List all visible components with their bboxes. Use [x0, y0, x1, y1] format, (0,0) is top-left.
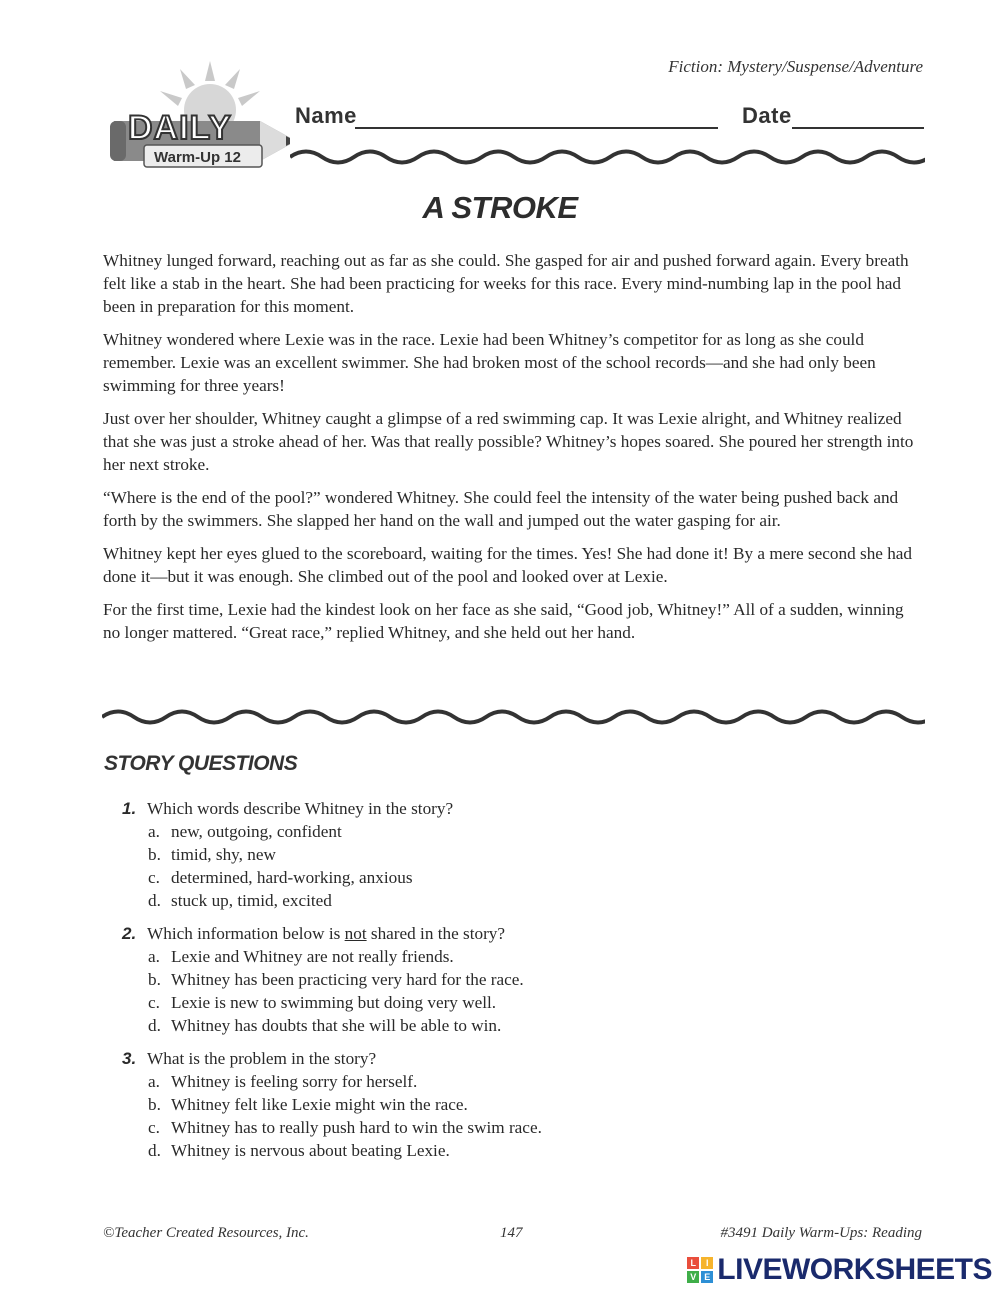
choice-text: new, outgoing, confident: [171, 822, 342, 841]
question-2: [122, 922, 922, 1037]
footer-page-number: 147: [500, 1225, 523, 1241]
answer-choice[interactable]: [122, 1070, 922, 1093]
brand-blocks-icon: [687, 1257, 713, 1283]
brand-block: V: [687, 1271, 699, 1283]
header-wave-divider: [290, 142, 925, 172]
story-paragraph: Just over her shoulder, Whitney caught a glimpse of a red swimming cap. It was Lexie alright, and Whitney realized that she was just a stroke ahead of her. Was that really possible? Whitney’s hopes soared. She poured her strength into her next stroke.: [103, 409, 914, 474]
name-label: Name: [295, 103, 357, 128]
choice-letter: b.: [148, 970, 161, 989]
question-text: Which words describe Whitney in the story?: [147, 799, 454, 818]
choice-letter: d.: [148, 891, 161, 910]
choice-letter: a.: [148, 1072, 160, 1091]
daily-warmup-logo: [100, 55, 290, 185]
logo-graphic: [100, 55, 290, 185]
choice-letter: a.: [148, 947, 160, 966]
choice-text: Lexie is new to swimming but doing very well.: [171, 993, 497, 1012]
question-3: [122, 1047, 922, 1162]
story-paragraph: Whitney kept her eyes glued to the scoreboard, waiting for the times. Yes! She had done it! By a mere second she had done it—but it was enough. She climbed out of the pool and looked over at Lexie.: [103, 544, 913, 586]
story-paragraph: Whitney lunged forward, reaching out as far as she could. She gasped for air and pushed forward again. Every breath felt like a stab in the heart. She had been practicing for weeks for this race. Every mind-numbing lap in the pool had been in preparation for this moment.: [103, 251, 909, 316]
answer-choice[interactable]: [122, 968, 922, 991]
question-text: What is the problem in the story?: [147, 1049, 377, 1068]
question-number: 1.: [122, 799, 137, 818]
question-1: [122, 797, 922, 912]
choice-text: Whitney felt like Lexie might win the race.: [171, 1095, 468, 1114]
choice-text: Whitney is nervous about beating Lexie.: [171, 1141, 450, 1160]
story-paragraph: For the first time, Lexie had the kindest look on her face as she said, “Good job, Whitney!” All of a sudden, winning no longer mattered. “Great race,” replied Whitney, and she held out her hand.: [103, 600, 904, 642]
story-paragraph: Whitney wondered where Lexie was in the race. Lexie had been Whitney’s competitor for as long as she could remember. Lexie was an excellent swimmer. She had broken most of the school records—and she had only been swimming for three years!: [103, 330, 876, 395]
answer-choice[interactable]: [122, 820, 922, 843]
liveworksheets-logo[interactable]: [687, 1253, 992, 1287]
answer-choice[interactable]: [122, 991, 922, 1014]
brand-block: E: [701, 1271, 713, 1283]
answer-choice[interactable]: [122, 1014, 922, 1037]
questions-list: [122, 797, 922, 1172]
footer-book-title: #3491 Daily Warm-Ups: Reading: [720, 1225, 922, 1241]
logo-subtitle: Warm-Up 12: [154, 149, 241, 166]
choice-letter: b.: [148, 845, 161, 864]
choice-letter: d.: [148, 1016, 161, 1035]
choice-text: Whitney has to really push hard to win the swim race.: [171, 1118, 542, 1137]
brand-name: LIVEWORKSHEETS: [717, 1253, 992, 1286]
choice-letter: b.: [148, 1095, 161, 1114]
name-field[interactable]: [355, 105, 718, 129]
brand-block: L: [687, 1257, 699, 1269]
choice-text: Whitney has doubts that she will be able to win.: [171, 1016, 502, 1035]
questions-heading: STORY QUESTIONS: [104, 752, 298, 775]
question-text-part: shared in the story?: [366, 924, 506, 943]
story-paragraph: “Where is the end of the pool?” wondered Whitney. She could feel the intensity of the water being pushed back and forth by the swimmers. She slapped her hand on the wall and jumped out the water gasping for air.: [103, 488, 899, 530]
question-text: [147, 922, 505, 945]
answer-choice[interactable]: [122, 866, 922, 889]
choice-letter: c.: [148, 993, 160, 1012]
choice-text: Lexie and Whitney are not really friends.: [171, 947, 454, 966]
question-number: 2.: [122, 924, 137, 943]
choice-letter: d.: [148, 1141, 161, 1160]
choice-text: determined, hard-working, anxious: [171, 868, 413, 887]
section-wave-divider: [102, 702, 925, 732]
question-emphasis: not: [344, 924, 367, 943]
answer-choice[interactable]: [122, 1116, 922, 1139]
brand-block: I: [701, 1257, 713, 1269]
answer-choice[interactable]: [122, 889, 922, 912]
date-label: Date: [742, 103, 792, 128]
choice-text: Whitney is feeling sorry for herself.: [171, 1072, 418, 1091]
footer-copyright: ©Teacher Created Resources, Inc.: [103, 1225, 309, 1241]
choice-letter: a.: [148, 822, 160, 841]
choice-text: timid, shy, new: [171, 845, 276, 864]
question-text-part: Which information below is: [147, 924, 345, 943]
choice-text: Whitney has been practicing very hard for the race.: [171, 970, 524, 989]
answer-choice[interactable]: [122, 1093, 922, 1116]
question-number: 3.: [122, 1049, 137, 1068]
answer-choice[interactable]: [122, 843, 922, 866]
genre-label: Fiction: Mystery/Suspense/Adventure: [668, 57, 923, 76]
answer-choice[interactable]: [122, 1139, 922, 1162]
date-field[interactable]: [792, 105, 924, 129]
choice-letter: c.: [148, 1118, 160, 1137]
logo-word: DAILY: [128, 109, 232, 147]
choice-letter: c.: [148, 868, 160, 887]
story-text: [103, 249, 925, 654]
choice-text: stuck up, timid, excited: [171, 891, 332, 910]
story-title: A STROKE: [422, 190, 578, 225]
answer-choice[interactable]: [122, 945, 922, 968]
